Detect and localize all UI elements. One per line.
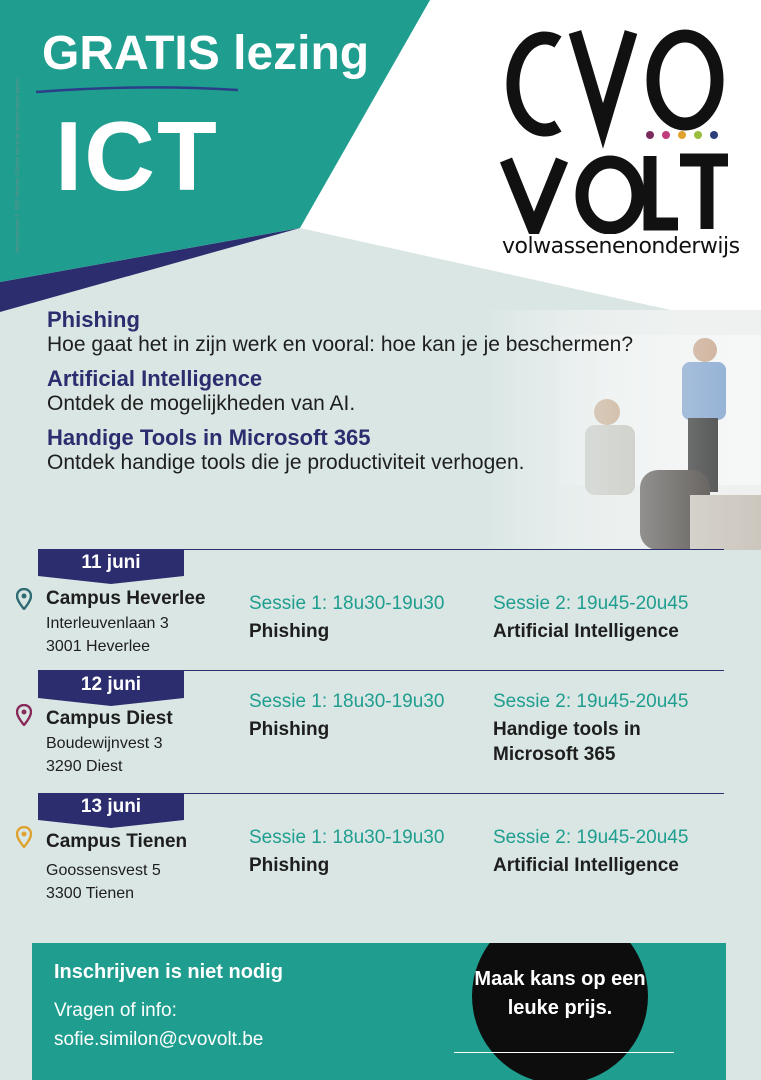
prize-text: Maak kans op een leuke prijs. xyxy=(474,968,646,1019)
gratis-heading: GRATIS lezing xyxy=(42,27,370,80)
topic-item xyxy=(47,425,687,475)
session-time: Sessie 1: 18u30-19u30 xyxy=(249,827,445,848)
contact-email[interactable]: sofie.similon@cvovolt.be xyxy=(54,1029,264,1050)
date-tab: 11 juni xyxy=(38,549,184,576)
session-1 xyxy=(249,593,444,644)
date-tab: 12 juni xyxy=(38,671,184,698)
campus-address xyxy=(46,612,169,658)
session-1 xyxy=(249,691,444,742)
topic-item xyxy=(47,366,687,416)
cvo-volt-logo xyxy=(500,22,730,234)
footer-line xyxy=(454,1052,674,1053)
session-title: Artificial Intelligence xyxy=(493,621,679,642)
topic-desc: Hoe gaat het in zijn werk en vooral: hoe kan je je beschermen? xyxy=(47,333,634,356)
session-time: Sessie 2: 19u45-20u45 xyxy=(493,691,689,712)
topic-title: Artificial Intelligence xyxy=(47,366,263,391)
session-time: Sessie 2: 19u45-20u45 xyxy=(493,827,689,848)
logo-tagline: volwassenenonderwijs xyxy=(502,234,740,259)
session-time: Sessie 2: 19u45-20u45 xyxy=(493,593,689,614)
topic-desc: Ontdek de mogelijkheden van AI. xyxy=(47,392,356,415)
session-time: Sessie 1: 18u30-19u30 xyxy=(249,691,445,712)
session-title: Artificial Intelligence xyxy=(493,855,679,876)
topics-list xyxy=(47,307,687,475)
session-title: Phishing xyxy=(249,855,330,876)
topic-desc: Ontdek handige tools die je productiviteit verhogen. xyxy=(47,451,525,474)
logo-graphic xyxy=(500,22,730,234)
address-street: Boudewijnvest 3 xyxy=(46,735,163,752)
address-city: 3001 Heverlee xyxy=(46,638,151,655)
session-2 xyxy=(493,827,723,878)
topic-item xyxy=(47,307,687,357)
session-2 xyxy=(493,691,689,767)
session-time: Sessie 1: 18u30-19u30 xyxy=(249,593,445,614)
campus-name: Campus Heverlee xyxy=(46,588,206,609)
campus-name: Campus Diest xyxy=(46,708,173,729)
session-title: Phishing xyxy=(249,621,330,642)
session-title: Phishing xyxy=(249,719,330,740)
session-1 xyxy=(249,827,444,878)
campus-address xyxy=(46,732,163,778)
address-city: 3290 Diest xyxy=(46,758,123,775)
questions-label: Vragen of info: xyxy=(54,1000,177,1021)
location-pin-icon xyxy=(16,704,32,726)
campus-address xyxy=(46,859,161,905)
location-pin-icon xyxy=(16,588,32,610)
location-pin-icon xyxy=(16,826,32,848)
session-title: Handige tools in Microsoft 365 xyxy=(493,719,641,765)
session-2 xyxy=(493,593,723,644)
address-street: Interleuvenlaan 3 xyxy=(46,615,169,632)
campus-name: Campus Tienen xyxy=(46,831,188,852)
footer-panel xyxy=(32,943,726,1080)
ict-heading: ICT xyxy=(55,101,219,211)
topic-title: Handige Tools in Microsoft 365 xyxy=(47,425,371,450)
topic-title: Phishing xyxy=(47,307,140,332)
side-legal-text: Interleuvenlaan 3 - 3001 Heverlee | Gelieve niet op de openbare weg te gooien. xyxy=(15,76,21,253)
address-city: 3300 Tienen xyxy=(46,885,135,902)
date-tab: 13 juni xyxy=(38,793,184,820)
no-registration-text: Inschrijven is niet nodig xyxy=(54,961,283,983)
address-street: Goossensvest 5 xyxy=(46,862,161,879)
